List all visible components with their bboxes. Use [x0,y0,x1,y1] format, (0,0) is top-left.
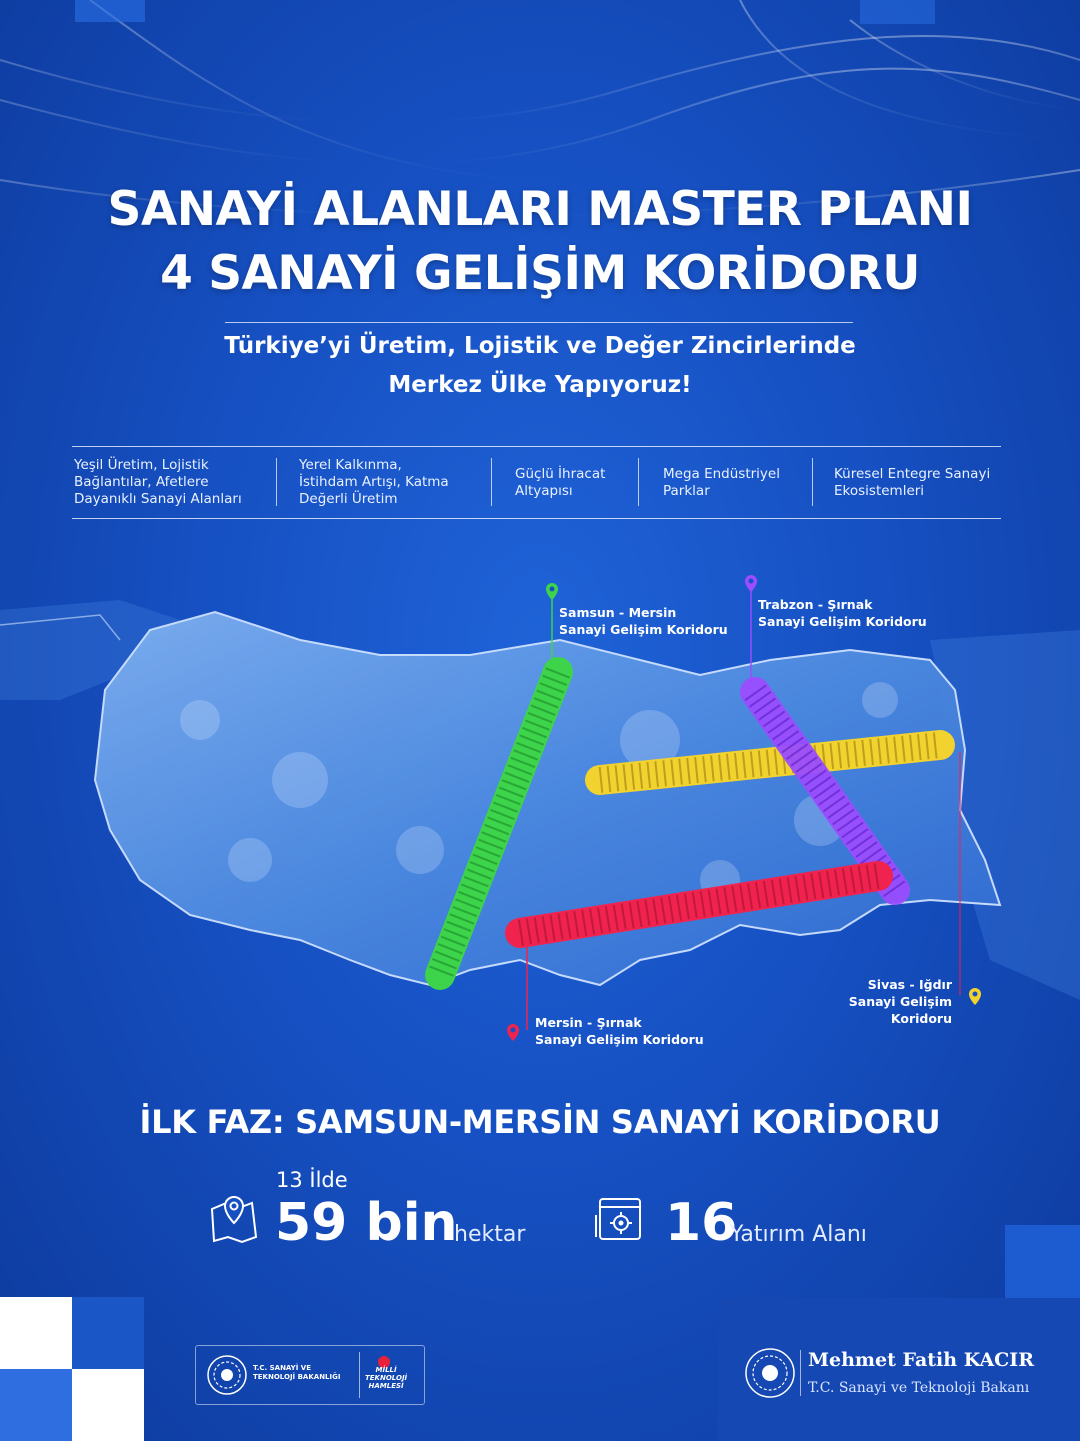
phase-title: İLK FAZ: SAMSUN-MERSİN SANAYİ KORİDORU [139,1103,941,1141]
feature-divider [638,458,639,506]
feature-divider [276,458,277,506]
main-title-line2: 4 SANAYİ GELİŞİM KORİDORU [160,246,920,301]
map-pin-icon [208,1193,260,1245]
title-divider [225,322,853,323]
feature-divider [491,458,492,506]
milli-teknoloji-logo-text: MİLLİ TEKNOLOJİ HAMLESİ [365,1366,408,1390]
map-pin-icon [969,988,981,1005]
subtitle-line1: Türkiye’yi Üretim, Lojistik ve Değer Zincirlerinde [224,333,856,359]
corridor-label-trabzon-sirnak: Trabzon - Şırnak Sanayi Gelişim Koridoru [758,597,927,629]
map-pin-icon [507,1024,519,1041]
main-title-line1: SANAYİ ALANLARI MASTER PLANI [107,182,973,237]
feature-item: Mega Endüstriyel Parklar [663,465,780,499]
minister-title: T.C. Sanayi ve Teknoloji Bakanı [808,1380,1030,1396]
ministry-emblem-icon [744,1347,796,1399]
feature-bar [72,446,1001,519]
stat-investment-value: 16 [665,1193,738,1253]
ministry-logo-text: T.C. SANAYİ VE TEKNOLOJİ BAKANLIĞI [253,1364,341,1381]
subtitle-line2: Merkez Ülke Yapıyoruz! [388,372,692,398]
corridor-label-samsun-mersin: Samsun - Mersin Sanayi Gelişim Koridoru [559,605,728,637]
stat-area-unit: hektar [454,1222,526,1247]
feature-item: Yeşil Üretim, Lojistik Bağlantılar, Afetlere Dayanıklı Sanayi Alanları [74,457,242,507]
logo-divider [359,1352,360,1398]
minister-divider [800,1350,801,1396]
corridor-label-mersin-sirnak: Mersin - Şırnak Sanayi Gelişim Koridoru [535,1015,704,1047]
gear-document-icon [594,1193,646,1245]
map-pin-icon [546,583,558,600]
stat-investment-unit: Yatırım Alanı [730,1222,867,1247]
ministry-emblem-icon [206,1354,248,1396]
feature-item: Güçlü İhracat Altyapısı [515,465,606,499]
feature-divider [812,458,813,506]
corridor-label-sivas-igdir: Sivas - Iğdır Sanayi Gelişim Koridoru [848,977,952,1026]
map-pin-icon [745,575,757,592]
feature-item: Yerel Kalkınma, İstihdam Artışı, Katma Değerli Üretim [299,457,449,507]
minister-name: Mehmet Fatih KACIR [808,1349,1034,1371]
stat-province-count: 13 İlde [276,1168,348,1192]
feature-item: Küresel Entegre Sanayi Ekosistemleri [834,465,991,499]
stat-area-value: 59 bin [275,1193,458,1253]
